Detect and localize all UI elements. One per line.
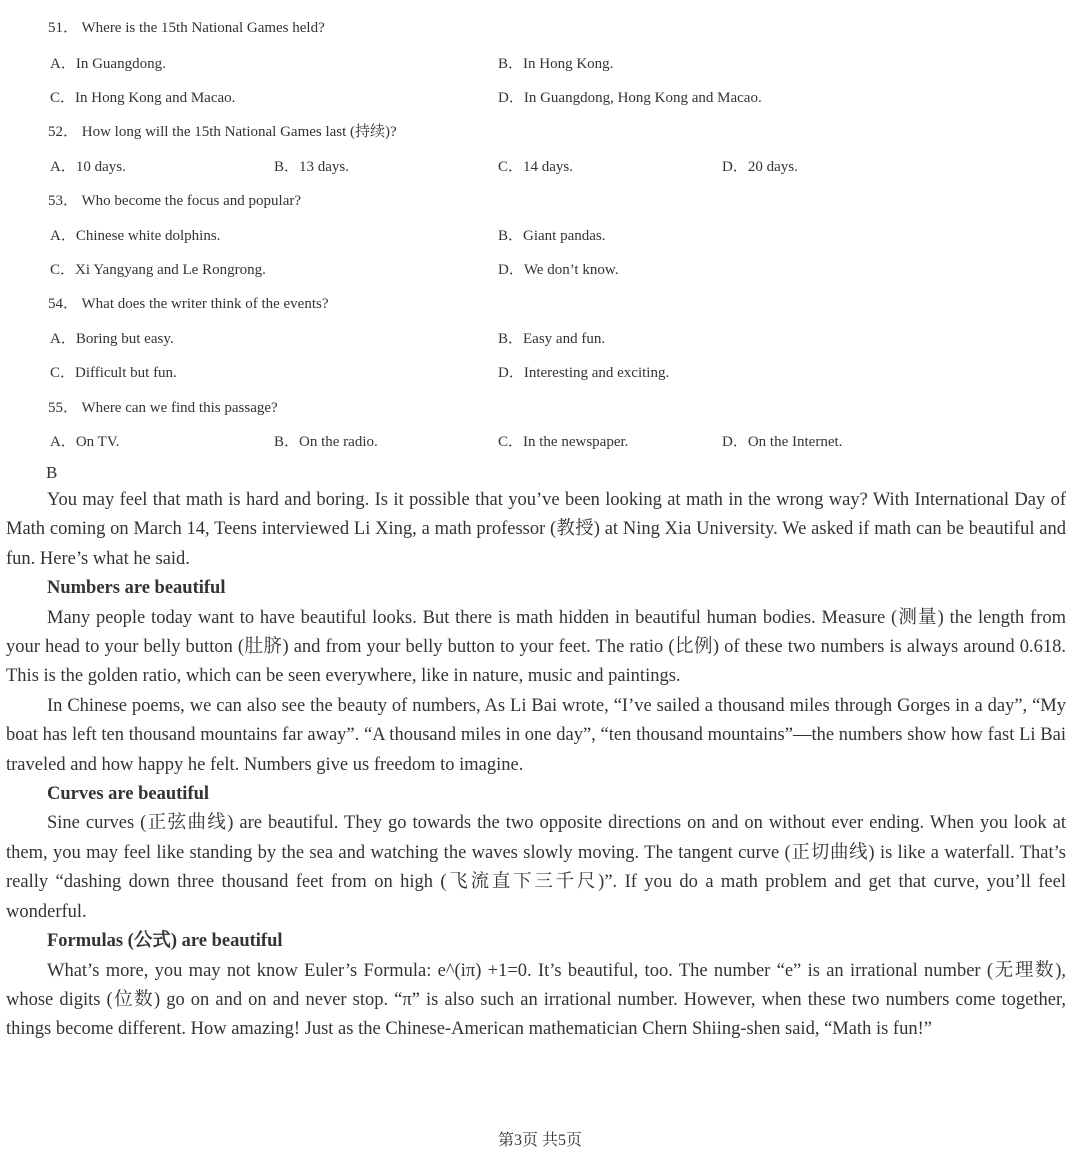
- q51-option-c: C．In Hong Kong and Macao.: [50, 90, 236, 106]
- question-stem: What does the writer think of the events?: [81, 296, 329, 312]
- q52-option-a: A．10 days.: [50, 159, 126, 175]
- question-54: [48, 294, 329, 314]
- q53-option-b: B．Giant pandas.: [498, 228, 606, 244]
- q54-option-b: B．Easy and fun.: [498, 331, 606, 347]
- passage-para-2: In Chinese poems, we can also see the beauty of numbers, As Li Bai wrote, “I’ve sailed a thousand miles through Gorges in a day”, “My boat has left ten thousand mountains far away”. “A thousand miles in one day”, “ten thousand mountains”—the numbers show how fast Li Bai traveled and how happy he felt. Numbers give us freedom to imagine.: [6, 695, 1066, 775]
- passage-para-4: What’s more, you may not know Euler’s Formula: e^(iπ) +1=0. It’s beautiful, too. The number “e” is an irrational number (无理数), whose digits (位数) go on and on and never stop. “π” is also such an irrational number. However, when these two numbers come together, things become different. How amazing! Just as the Chinese-American mathematician Chern Shiing-shen said, “Math is fun!”: [6, 960, 1066, 1040]
- q54-option-a: A．Boring but easy.: [50, 331, 174, 347]
- q55-option-a: A．On TV.: [50, 434, 120, 450]
- q52-option-d: D．20 days.: [722, 159, 798, 175]
- question-55: [48, 398, 278, 418]
- page-footer: 第3页 共5页: [497, 1132, 582, 1149]
- q53-option-c: C．Xi Yangyang and Le Rongrong.: [50, 262, 266, 278]
- q55-option-c: C．In the newspaper.: [498, 434, 629, 450]
- reading-passage: [6, 486, 1066, 1045]
- q52-option-c: C．14 days.: [498, 159, 574, 175]
- question-53: [48, 191, 301, 211]
- question-52: [48, 122, 397, 142]
- question-stem: Who become the focus and popular?: [81, 193, 301, 209]
- q53-option-a: A．Chinese white dolphins.: [50, 228, 221, 244]
- passage-para-3: Sine curves (正弦曲线) are beautiful. They go towards the two opposite directions on and on without ever ending. When you look at them, you may feel like standing by the sea and watching the waves slowly moving. The tangent curve (正切曲线) is like a waterfall. That’s really “dashing down three thousand feet from on high (飞流直下三千尺)”. If you do a math problem and get that curve, you’ll feel wonderful.: [6, 813, 1066, 922]
- q55-option-d: D．On the Internet.: [722, 434, 843, 450]
- q54-option-c: C．Difficult but fun.: [50, 365, 177, 381]
- q52-option-b: B．13 days.: [274, 159, 350, 175]
- q51-option-d: D．In Guangdong, Hong Kong and Macao.: [498, 90, 762, 106]
- question-number: 55．: [48, 400, 79, 416]
- question-51: [48, 18, 325, 38]
- q51-option-b: B．In Hong Kong.: [498, 56, 614, 72]
- question-number: 51．: [48, 20, 79, 36]
- passage-intro: You may feel that math is hard and boring. Is it possible that you’ve been looking at math in the wrong way? With International Day of Math coming on March 14, Teens interviewed Li Xing, a math professor (教授) at Ning Xia University. We asked if math can be beautiful and fun. Here’s what he said.: [6, 490, 1066, 569]
- q53-option-d: D．We don’t know.: [498, 262, 619, 278]
- section-label: B: [46, 463, 58, 482]
- q55-option-b: B．On the radio.: [274, 434, 378, 450]
- heading-curves: Curves are beautiful: [47, 784, 210, 805]
- question-number: 52．: [48, 124, 79, 140]
- heading-numbers: Numbers are beautiful: [47, 578, 226, 599]
- question-stem: Where is the 15th National Games held?: [81, 20, 325, 36]
- heading-formulas: Formulas (公式) are beautiful: [47, 931, 283, 952]
- passage-para-1: Many people today want to have beautiful looks. But there is math hidden in beautiful human bodies. Measure (测量) the length from your head to your belly button (肚脐) and from your belly button to your feet. The ratio (比例) of these two numbers is always around 0.618. This is the golden ratio, which can be seen everywhere, like in nature, music and paintings.: [6, 607, 1066, 687]
- q54-option-d: D．Interesting and exciting.: [498, 365, 670, 381]
- question-number: 53．: [48, 193, 79, 209]
- question-number: 54．: [48, 296, 79, 312]
- question-stem: How long will the 15th National Games last (持续)?: [81, 124, 397, 140]
- q51-option-a: A．In Guangdong.: [50, 56, 166, 72]
- question-stem: Where can we find this passage?: [81, 400, 278, 416]
